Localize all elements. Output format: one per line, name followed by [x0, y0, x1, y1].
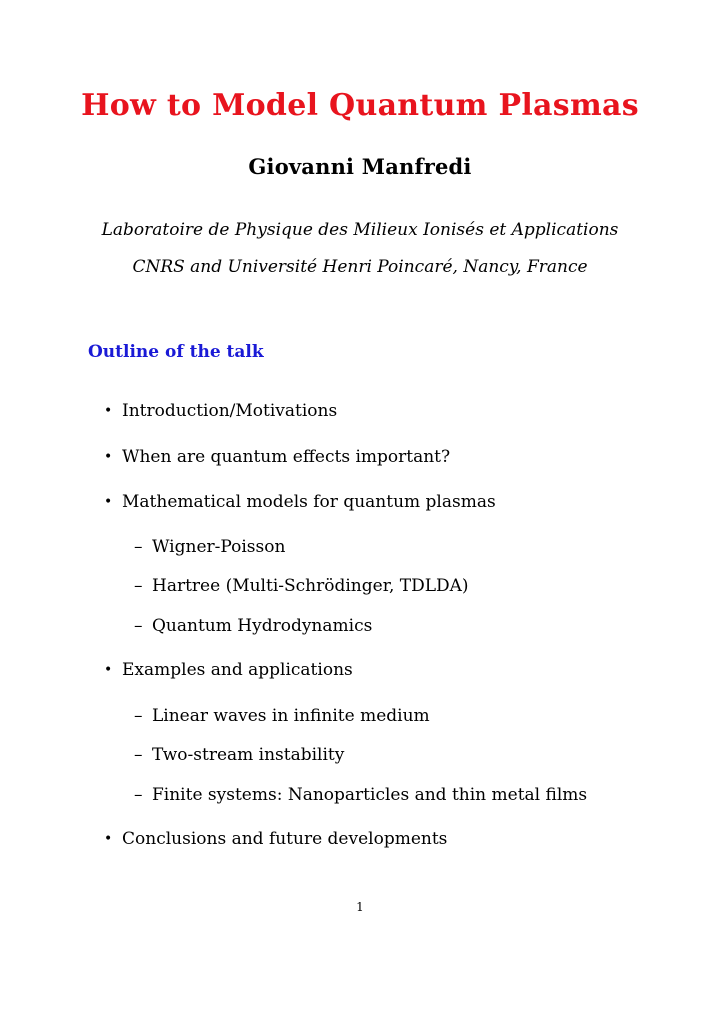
outline-item-conclusions [104, 829, 447, 849]
dash-icon: – [134, 537, 143, 557]
outline-heading: Outline of the talk [88, 342, 264, 362]
outline-item-quantum-effects [104, 447, 450, 467]
list-item-text: Conclusions and future developments [122, 829, 448, 849]
bullet-icon: • [104, 831, 113, 847]
list-item-text: Hartree (Multi-Schrödinger, TDLDA) [152, 576, 469, 596]
affiliation-line-1: Laboratoire de Physique des Milieux Ionisés et Applications [101, 220, 619, 240]
bullet-icon: • [104, 403, 113, 419]
dash-icon: – [134, 745, 143, 765]
list-item-text: Linear waves in infinite medium [152, 706, 430, 726]
subitem-finite-systems [134, 785, 587, 805]
list-item-text: Two-stream instability [152, 745, 345, 765]
page-number: 1 [356, 900, 364, 914]
dash-icon: – [134, 785, 143, 805]
page-title: How to Model Quantum Plasmas [81, 88, 639, 123]
author-name: Giovanni Manfredi [248, 154, 472, 179]
bullet-icon: • [104, 494, 113, 510]
outline-item-models [104, 492, 496, 512]
list-item-text: Finite systems: Nanoparticles and thin metal films [152, 785, 588, 805]
list-item-text: Introduction/Motivations [122, 401, 338, 421]
subitem-hartree [134, 576, 469, 596]
affiliation-line-2: CNRS and Université Henri Poincaré, Nancy, France [132, 257, 588, 277]
subitem-linear-waves [134, 706, 430, 726]
list-item-text: Examples and applications [122, 660, 353, 680]
dash-icon: – [134, 706, 143, 726]
subitem-two-stream [134, 745, 344, 765]
bullet-icon: • [104, 662, 113, 678]
outline-item-examples [104, 660, 353, 680]
subitem-wigner-poisson [134, 537, 285, 557]
list-item-text: When are quantum effects important? [122, 447, 451, 467]
subitem-quantum-hydrodynamics [134, 616, 372, 636]
bullet-icon: • [104, 449, 113, 465]
list-item-text: Quantum Hydrodynamics [152, 616, 373, 636]
list-item-text: Mathematical models for quantum plasmas [122, 492, 496, 512]
list-item-text: Wigner-Poisson [152, 537, 286, 557]
outline-item-introduction [104, 401, 337, 421]
dash-icon: – [134, 576, 143, 596]
dash-icon: – [134, 616, 143, 636]
